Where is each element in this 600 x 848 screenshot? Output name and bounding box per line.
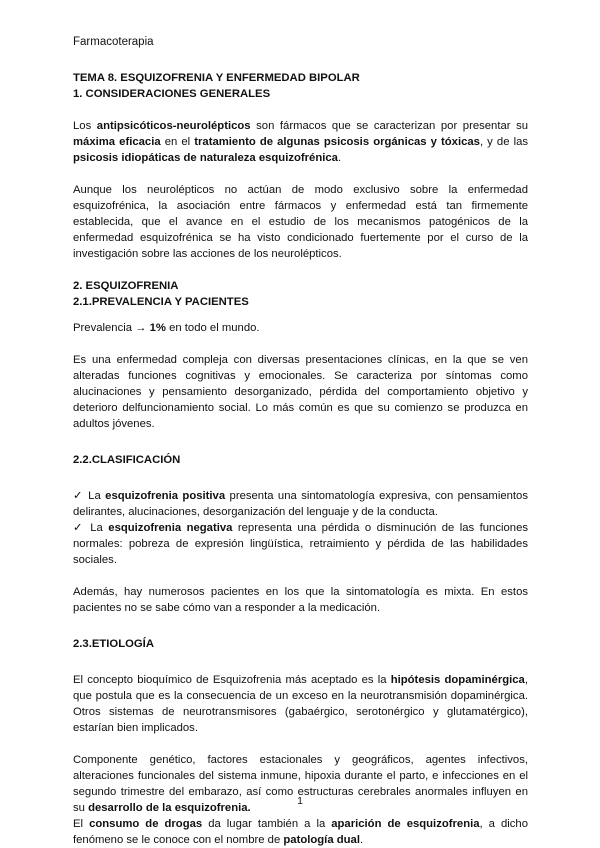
subsection-2-3-heading: 2.3.ETIOLOGÍA [73,638,154,650]
page-content [73,70,528,848]
list-item-negativa: ✓ La esquizofrenia negativa representa una pérdida o disminución de las funciones normales: pobreza de expresión lingüística, retraimiento y pérdida de las habilidades sociales. [73,522,528,566]
paragraph-prevalencia: Prevalencia → 1% en todo el mundo. [73,322,260,334]
paragraph-neurolepticos: Aunque los neurolépticos no actúan de modo exclusivo sobre la enfermedad esquizofrénica, la asociación entre fármacos y enfermedad está tan firmemente establecida, que el avance en el estudio de los mecanismos patogénicos de la enfermedad esquizofrénica se ha visto condicionado fuertemente por el curso de la investigación sobre las acciones de los neurolépticos. [73,184,528,260]
paragraph-mixta: Además, hay numerosos pacientes en los que la sintomatología es mixta. En estos pacientes no se sabe cómo van a responder a la medicación. [73,586,528,614]
paragraph-factores: Componente genético, factores estacionales y geográficos, agentes infectivos, alteraciones funcionales del sistema inmune, hipoxia durante el parto, e infecciones en el segundo trimestre del embarazo, así como estructuras cerebrales anormales influyen en su desarrollo de la esquizofrenia. [73,754,528,814]
chapter-title: TEMA 8. ESQUIZOFRENIA Y ENFERMEDAD BIPOLAR [73,72,360,84]
section-2-heading: 2. ESQUIZOFRENIA [73,280,179,292]
section-1-heading: 1. CONSIDERACIONES GENERALES [73,88,271,100]
subsection-2-1-heading: 2.1.PREVALENCIA Y PACIENTES [73,296,249,308]
list-item-positiva: ✓ La esquizofrenia positiva presenta una sintomatología expresiva, con pensamientos delirantes, alucinaciones, desorganización del lenguaje y de la conducta. [73,490,528,518]
paragraph-antipsicoticos: Los antipsicóticos-neurolépticos son fármacos que se caracterizan por presentar su máxima eficacia en el tratamiento de algunas psicosis orgánicas y tóxicas, y de las psicosis idiopáticas de naturaleza esquizofrénica. [73,120,529,164]
paragraph-enfermedad: Es una enfermedad compleja con diversas presentaciones clínicas, en la que se ven alteradas funciones cognitivas y emocionales. Se caracteriza por síntomas como alucinaciones y pensamiento desorganizado, pérdida del comportamiento objetivo y deterioro delfuncionamiento social. Lo más común es que su comienzo se produzca en adultos jóvenes. [73,354,528,430]
running-header: Farmacoterapia [73,36,154,48]
subsection-2-2-heading: 2.2.CLASIFICACIÓN [73,454,181,466]
paragraph-drogas: El consumo de drogas da lugar también a la aparición de esquizofrenia, a dicho fenómeno se le conoce con el nombre de patología dual. [73,818,528,846]
paragraph-hipotesis: El concepto bioquímico de Esquizofrenia más aceptado es la hipótesis dopaminérgica, que postula que es la consecuencia de un exceso en la neurotransmisión dopaminérgica. Otros sistemas de neurotransmisores (gabaérgico, serotonérgico y glutamatérgico), estarían bien implicados. [73,674,528,734]
page-number: 1 [297,795,303,807]
